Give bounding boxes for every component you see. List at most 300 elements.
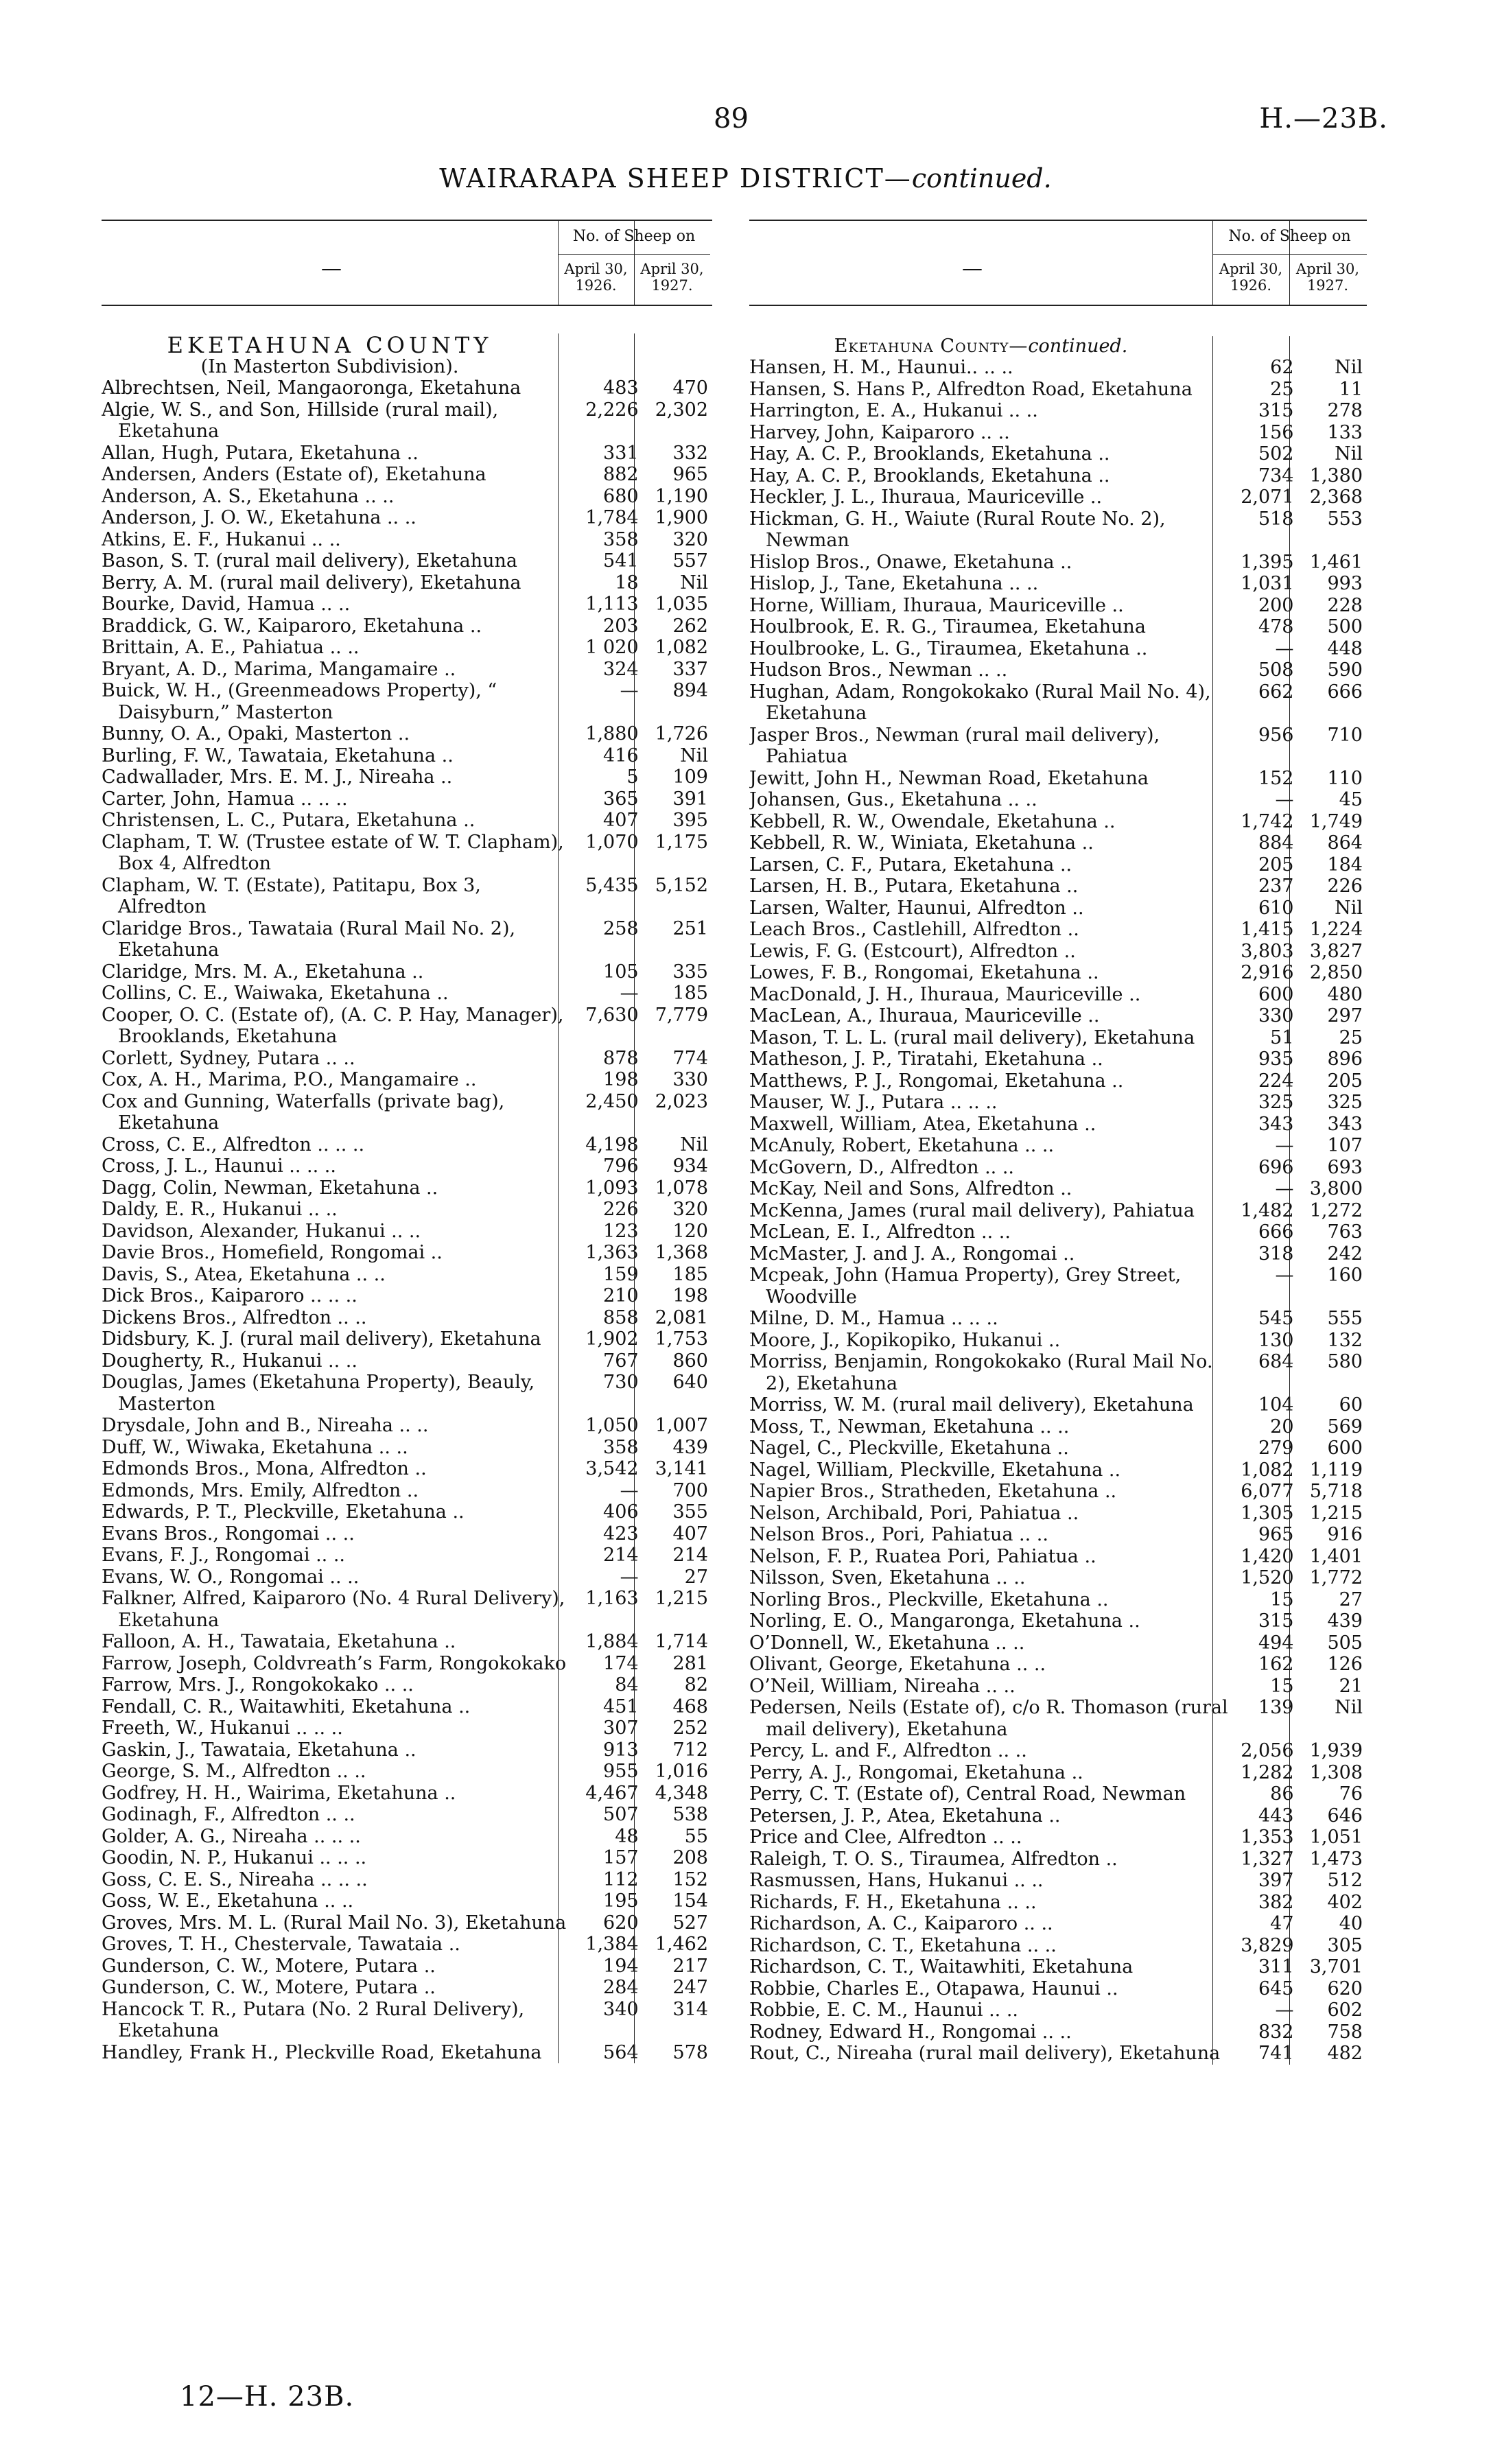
table-row (749, 2021, 1367, 2043)
sheep-1927: 993 (1327, 573, 1363, 594)
owner-name: Moore, J., Kopikopiko, Hukanui .. (749, 1329, 1061, 1351)
sheep-1926: 156 (1258, 421, 1294, 443)
sheep-count-header: No. of Sheep on (1228, 228, 1351, 245)
sheep-1926: 195 (603, 1890, 639, 1912)
table-row (749, 2043, 1367, 2065)
sheep-1927: 1,175 (655, 831, 708, 853)
owner-name: Matheson, J. P., Tiratahi, Eketahuna .. (749, 1048, 1103, 1070)
county-continued-heading: Eketahuna County—continued. (834, 336, 1128, 357)
sheep-1926: 406 (603, 1501, 639, 1523)
table-row (102, 1307, 712, 1329)
sheep-1926: 331 (603, 442, 639, 464)
owner-name: Evans Bros., Rongomai .. .. (102, 1523, 355, 1545)
title-main: WAIRARAPA SHEEP DISTRICT— (439, 163, 912, 193)
sheep-1926: — (1275, 1999, 1294, 2021)
table-row (749, 443, 1367, 465)
owner-name: Anderson, A. S., Eketahuna .. .. (102, 485, 395, 507)
sheep-1926: 25 (1270, 378, 1294, 400)
name-column-header: — (962, 257, 983, 281)
sheep-1927: 505 (1327, 1632, 1363, 1654)
sheep-1927: 480 (1327, 983, 1363, 1005)
table-row (102, 1134, 712, 1156)
sheep-1927: Nil (680, 1134, 708, 1155)
sheep-1926: 51 (1270, 1026, 1294, 1048)
sheep-1927: 569 (1327, 1416, 1363, 1438)
sheep-1927: 132 (1327, 1329, 1363, 1351)
left-entries (102, 377, 712, 2063)
sheep-1927: Nil (1335, 357, 1363, 378)
table-row (102, 1999, 712, 2042)
sheep-1927: 2,368 (1309, 486, 1363, 508)
table-row (749, 1783, 1367, 1805)
sheep-1927: 1,224 (1309, 919, 1363, 940)
sheep-1926: 1,902 (585, 1328, 639, 1350)
sheep-1927: 45 (1339, 789, 1363, 810)
table-row (102, 723, 712, 745)
table-row (749, 486, 1367, 508)
sheep-1926: 684 (1258, 1351, 1294, 1372)
table-row (102, 875, 712, 918)
sheep-1926: 423 (603, 1523, 639, 1545)
sheep-1926: 20 (1270, 1416, 1294, 1438)
sheep-1927: 5,718 (1309, 1481, 1363, 1502)
sheep-1926: 913 (603, 1739, 639, 1761)
sheep-1926: 318 (1258, 1243, 1294, 1265)
table-row (749, 789, 1367, 811)
sheep-1926: 279 (1258, 1438, 1294, 1459)
sheep-1927: 512 (1327, 1870, 1363, 1891)
sheep-1927: 5,152 (655, 874, 708, 896)
sheep-1927: 896 (1327, 1048, 1363, 1070)
owner-name: Atkins, E. F., Hukanui .. .. (102, 528, 341, 550)
sheep-1927: 242 (1327, 1243, 1363, 1265)
owner-name: George, S. M., Alfredton .. .. (102, 1761, 366, 1782)
right-table (749, 220, 1367, 2065)
owner-name: Farrow, Joseph, Coldvreath’s Farm, Rongokokako (102, 1652, 567, 1674)
table-row (749, 1827, 1367, 1849)
owner-name: Morriss, W. M. (rural mail delivery), Eketahuna (749, 1394, 1194, 1416)
sheep-1927: 1,190 (655, 485, 708, 507)
sheep-1927: 1,007 (655, 1415, 708, 1436)
table-row (749, 768, 1367, 790)
table-row (102, 961, 712, 983)
owner-name: Andersen, Anders (Estate of), Eketahuna (102, 464, 486, 485)
owner-name: Falkner, Alfred, Kaiparoro (No. 4 Rural Delivery), Eketahuna (102, 1588, 565, 1631)
sheep-1926: 545 (1258, 1308, 1294, 1329)
sheep-1926: 662 (1258, 681, 1294, 703)
sheep-1926: 680 (603, 485, 639, 507)
table-row (749, 984, 1367, 1006)
sheep-1926: 878 (603, 1047, 639, 1069)
table-row (102, 1372, 712, 1415)
sheep-1926: 5 (626, 766, 639, 788)
sheep-1927: 1,900 (655, 507, 708, 528)
table-row (102, 745, 712, 767)
sheep-1926: 832 (1258, 2021, 1294, 2043)
sheep-1926: 86 (1270, 1783, 1294, 1805)
table-body (749, 336, 1367, 2065)
sheep-1926: — (1275, 1135, 1294, 1156)
sheep-1926: 1,353 (1241, 1827, 1294, 1848)
table-row (102, 1415, 712, 1437)
sheep-1926: 666 (1258, 1221, 1294, 1243)
col-1926-header: April 30, 1926. (564, 261, 628, 294)
owner-name: Duff, W., Wiwaka, Eketahuna .. .. (102, 1436, 408, 1458)
sheep-1926: 1,082 (1241, 1459, 1294, 1481)
owner-name: Larsen, Walter, Haunui, Alfredton .. (749, 897, 1084, 919)
sheep-1927: Nil (1335, 897, 1363, 919)
sheep-1927: 1,051 (1309, 1827, 1363, 1848)
sheep-1926: 48 (615, 1825, 639, 1847)
table-row (102, 1890, 712, 1912)
owner-name: Didsbury, K. J. (rural mail delivery), Eketahuna (102, 1328, 541, 1350)
sheep-1927: 482 (1327, 2043, 1363, 2064)
sheep-1927: 580 (1327, 1351, 1363, 1372)
table-row (102, 637, 712, 659)
owner-name: Godfrey, H. H., Wairima, Eketahuna .. (102, 1782, 456, 1804)
sheep-1926: 494 (1258, 1632, 1294, 1654)
owner-name: Nelson, F. P., Ruatea Pori, Pahiatua .. (749, 1545, 1096, 1567)
table-row (102, 1696, 712, 1718)
sheep-1927: 205 (1327, 1070, 1363, 1092)
owner-name: Rodney, Edward H., Rongomai .. .. (749, 2021, 1072, 2043)
table-row (102, 594, 712, 615)
sheep-1926: 1,070 (585, 831, 639, 853)
owner-name: Corlett, Sydney, Putara .. .. (102, 1047, 355, 1069)
owner-name: Dougherty, R., Hukanui .. .. (102, 1350, 357, 1372)
owner-name: Edmonds, Mrs. Emily, Alfredton .. (102, 1479, 419, 1501)
owner-name: Rout, C., Nireaha (rural mail delivery), Eketahuna (749, 2043, 1221, 2064)
sheep-1927: 27 (684, 1566, 708, 1588)
sheep-1927: 860 (672, 1350, 708, 1372)
owner-name: Kebbell, R. W., Owendale, Eketahuna .. (749, 810, 1116, 832)
table-row (102, 1048, 712, 1070)
owner-name: Godinagh, F., Alfredton .. .. (102, 1804, 355, 1825)
sheep-1926: 730 (603, 1372, 639, 1393)
sheep-1927: 557 (672, 550, 708, 572)
sheep-1926: 307 (603, 1717, 639, 1739)
sheep-1926: 645 (1258, 1978, 1294, 1999)
table-row (102, 507, 712, 529)
sheep-1926: 4,467 (585, 1782, 639, 1804)
sheep-1926: 159 (603, 1263, 639, 1285)
sheep-1927: 1,939 (1309, 1740, 1363, 1761)
owner-name: Larsen, C. F., Putara, Eketahuna .. (749, 854, 1072, 876)
sheep-1926: 325 (1258, 1092, 1294, 1113)
sheep-1926: 214 (603, 1545, 639, 1566)
table-header (102, 220, 712, 306)
sheep-1927: 214 (672, 1545, 708, 1566)
sheep-1926: 18 (615, 572, 639, 594)
table-row (102, 529, 712, 551)
sheep-1926: 416 (603, 744, 639, 766)
sheep-1926: 3,803 (1241, 940, 1294, 962)
sheep-1927: Nil (680, 572, 708, 594)
sheep-1926: 1,163 (585, 1588, 639, 1609)
owner-name: Evans, W. O., Rongomai .. .. (102, 1566, 360, 1588)
table-row (749, 508, 1367, 552)
table-row (102, 1956, 712, 1978)
sheep-1926: 84 (615, 1674, 639, 1696)
sheep-1927: 700 (672, 1479, 708, 1501)
sheep-1926: 205 (1258, 854, 1294, 876)
owner-name: Brittain, A. E., Pahiatua .. .. (102, 637, 360, 658)
owner-name: Leach Bros., Castlehill, Alfredton .. (749, 919, 1079, 940)
sheep-1926: 620 (603, 1912, 639, 1934)
sheep-1926: 2,450 (585, 1090, 639, 1112)
sheep-1927: 468 (672, 1696, 708, 1717)
owner-name: Dagg, Colin, Newman, Eketahuna .. (102, 1177, 438, 1199)
owner-name: Nelson, Archibald, Pori, Pahiatua .. (749, 1502, 1079, 1524)
page-number: 89 (714, 103, 749, 134)
sheep-1927: 160 (1327, 1265, 1363, 1286)
sheep-1926: — (1275, 789, 1294, 810)
table-row (102, 1458, 712, 1480)
sheep-1927: 470 (672, 377, 708, 399)
sheep-1927: 320 (672, 1199, 708, 1220)
sheep-1926: 284 (603, 1977, 639, 1998)
table-row (749, 1135, 1367, 1157)
sheep-1926: 502 (1258, 443, 1294, 465)
sheep-1926: — (620, 1479, 639, 1501)
sheep-1926: 62 (1270, 357, 1294, 378)
title-continued: continued. (911, 163, 1052, 193)
table-row (749, 659, 1367, 681)
sheep-1927: 154 (672, 1890, 708, 1912)
sheep-1926: 340 (603, 1998, 639, 2020)
sheep-1927: 1,749 (1309, 810, 1363, 832)
sheep-1927: 538 (672, 1804, 708, 1825)
sheep-1926: 734 (1258, 465, 1294, 486)
owner-name: Groves, Mrs. M. L. (Rural Mail No. 3), Eketahuna (102, 1912, 567, 1934)
owner-name: McMaster, J. and J. A., Rongomai .. (749, 1243, 1075, 1265)
sheep-1926: 1,327 (1241, 1848, 1294, 1870)
table-row (749, 1351, 1367, 1394)
sheep-1927: 1,368 (655, 1242, 708, 1263)
sheep-1926: 47 (1270, 1913, 1294, 1934)
table-row (749, 1632, 1367, 1654)
sheep-1926: 1,305 (1241, 1502, 1294, 1524)
table-row (102, 1761, 712, 1783)
sheep-1926: 1,880 (585, 723, 639, 744)
sheep-1927: 1,461 (1309, 551, 1363, 573)
sheep-1927: 3,800 (1309, 1178, 1363, 1199)
table-row (102, 572, 712, 594)
sheep-1926: 1,093 (585, 1177, 639, 1199)
table-row (749, 1567, 1367, 1589)
sheep-1927: 126 (1327, 1654, 1363, 1675)
col-1927-header: April 30, 1927. (640, 261, 704, 294)
sheep-1926: 518 (1258, 508, 1294, 530)
sheep-1927: Nil (680, 744, 708, 766)
footer-reference: 12—H. 23B. (180, 2381, 355, 2413)
sheep-1926: 15 (1270, 1588, 1294, 1610)
table-row (749, 1243, 1367, 1265)
sheep-1927: 252 (672, 1717, 708, 1739)
sheep-1926: 237 (1258, 876, 1294, 897)
table-row (749, 1178, 1367, 1200)
table-row (749, 1438, 1367, 1459)
sheep-1927: 602 (1327, 1999, 1363, 2021)
owner-name: Cross, C. E., Alfredton .. .. .. (102, 1134, 365, 1155)
sheep-1927: 60 (1339, 1394, 1363, 1416)
sheep-1927: 185 (672, 983, 708, 1004)
table-row (749, 1999, 1367, 2021)
owner-name: Richards, F. H., Eketahuna .. .. (749, 1891, 1037, 1913)
sheep-1926: 311 (1258, 1956, 1294, 1978)
sheep-1926: 397 (1258, 1870, 1294, 1891)
sheep-1927: 500 (1327, 616, 1363, 637)
owner-name: Perry, A. J., Rongomai, Eketahuna .. (749, 1761, 1083, 1783)
col-1926-header: April 30, 1926. (1219, 261, 1283, 294)
table-row (749, 638, 1367, 660)
sheep-1926: 365 (603, 788, 639, 810)
table-row (102, 1221, 712, 1243)
table-row (749, 962, 1367, 984)
table-row (749, 1048, 1367, 1070)
sheep-1927: 1,714 (655, 1631, 708, 1652)
sheep-1926: 343 (1258, 1113, 1294, 1135)
table-row (102, 1783, 712, 1805)
sheep-1926: 935 (1258, 1048, 1294, 1070)
table-row (749, 1092, 1367, 1114)
owner-name: Freeth, W., Hukanui .. .. .. (102, 1717, 343, 1739)
owner-name: Gaskin, J., Tawataia, Eketahuna .. (102, 1739, 416, 1761)
owner-name: McAnuly, Robert, Eketahuna .. .. (749, 1135, 1055, 1156)
owner-name: O’Donnell, W., Eketahuna .. .. (749, 1632, 1025, 1654)
table-row (749, 811, 1367, 833)
owner-name: Dick Bros., Kaiparoro .. .. .. (102, 1285, 357, 1306)
sheep-1926: 123 (603, 1220, 639, 1242)
sheep-1927: 693 (1327, 1156, 1363, 1178)
table-row (102, 1437, 712, 1459)
owner-name: Matthews, P. J., Rongomai, Eketahuna .. (749, 1070, 1124, 1092)
sheep-1927: 133 (1327, 421, 1363, 443)
sheep-1927: 185 (672, 1263, 708, 1285)
table-row (749, 1654, 1367, 1676)
owner-name: Jewitt, John H., Newman Road, Eketahuna (749, 767, 1149, 789)
table-row (102, 1826, 712, 1848)
table-row (749, 725, 1367, 768)
sheep-1927: 184 (1327, 854, 1363, 876)
sheep-1926: 507 (603, 1804, 639, 1825)
owner-name: Hickman, G. H., Waiute (Rural Route No. 2), Newman (749, 508, 1166, 551)
owner-name: MacDonald, J. H., Ihuraua, Mauriceville .. (749, 983, 1141, 1005)
owner-name: McKay, Neil and Sons, Alfredton .. (749, 1178, 1072, 1199)
sheep-1926: 1 020 (585, 637, 639, 658)
sheep-1926: 198 (603, 1069, 639, 1090)
owner-name: Harvey, John, Kaiparoro .. .. (749, 421, 1010, 443)
owner-name: Robbie, E. C. M., Haunui .. .. (749, 1999, 1019, 2021)
sheep-1926: 884 (1258, 832, 1294, 854)
sheep-1926: 1,282 (1241, 1761, 1294, 1783)
sheep-1927: 337 (672, 658, 708, 680)
owner-name: Cox and Gunning, Waterfalls (private bag), Eketahuna (102, 1090, 505, 1134)
sheep-1926: 564 (603, 2041, 639, 2063)
owner-name: Fendall, C. R., Waitawhiti, Eketahuna .. (102, 1696, 471, 1717)
table-row (102, 1501, 712, 1523)
table-row (749, 919, 1367, 941)
table-row (102, 1242, 712, 1264)
sheep-1926: 1,363 (585, 1242, 639, 1263)
sheep-1926: 330 (1258, 1005, 1294, 1026)
sheep-1926: 315 (1258, 400, 1294, 421)
sheep-1927: 27 (1339, 1588, 1363, 1610)
sheep-1927: 11 (1339, 378, 1363, 400)
sheep-1927: 198 (672, 1285, 708, 1306)
table-row (749, 1503, 1367, 1525)
table-row (749, 1459, 1367, 1481)
sheep-1926: 200 (1258, 594, 1294, 616)
owner-name: MacLean, A., Ihuraua, Mauriceville .. (749, 1005, 1100, 1026)
table-row (102, 443, 712, 465)
sheep-1927: 1,272 (1309, 1199, 1363, 1221)
table-row (102, 550, 712, 572)
sheep-1927: 228 (1327, 594, 1363, 616)
table-row (749, 1546, 1367, 1568)
owner-name: Gunderson, C. W., Motere, Putara .. (102, 1977, 436, 1998)
owner-name: Cadwallader, Mrs. E. M. J., Nireaha .. (102, 766, 453, 788)
sheep-1927: 2,023 (655, 1090, 708, 1112)
owner-name: Collins, C. E., Waiwaka, Eketahuna .. (102, 983, 449, 1004)
sheep-1926: 2,916 (1241, 962, 1294, 983)
owner-name: Kebbell, R. W., Winiata, Eketahuna .. (749, 832, 1094, 854)
owner-name: Johansen, Gus., Eketahuna .. .. (749, 789, 1037, 810)
sheep-1927: 402 (1327, 1891, 1363, 1913)
sheep-1926: 315 (1258, 1610, 1294, 1632)
sheep-1927: 40 (1339, 1913, 1363, 1934)
sheep-1926: 741 (1258, 2043, 1294, 2064)
sheep-1927: 448 (1327, 637, 1363, 659)
owner-name: Davis, S., Atea, Eketahuna .. .. (102, 1263, 386, 1285)
sheep-1926: 5,435 (585, 874, 639, 896)
owner-name: Hansen, S. Hans P., Alfredton Road, Eketahuna (749, 378, 1193, 400)
sheep-1927: 330 (672, 1069, 708, 1090)
table-row (102, 464, 712, 486)
owner-name: Clapham, T. W. (Trustee estate of W. T. Clapham), Box 4, Alfredton (102, 831, 564, 874)
sheep-1927: 439 (672, 1436, 708, 1458)
table-row (102, 1091, 712, 1134)
sheep-1927: 1,082 (655, 637, 708, 658)
sheep-1927: 107 (1327, 1135, 1363, 1156)
owner-name: Albrechtsen, Neil, Mangaoronga, Eketahuna (102, 377, 521, 399)
owner-name: Davidson, Alexander, Hukanui .. .. (102, 1220, 421, 1242)
sheep-1926: 600 (1258, 983, 1294, 1005)
sheep-1926: — (620, 1566, 639, 1588)
owner-name: Richardson, C. T., Waitawhiti, Eketahuna (749, 1956, 1134, 1978)
table-row (102, 1480, 712, 1502)
sheep-1926: 7,630 (585, 1004, 639, 1026)
table-row (749, 1697, 1367, 1740)
sheep-1926: 965 (1258, 1524, 1294, 1545)
sheep-1926: 3,829 (1241, 1934, 1294, 1956)
owner-name: Goss, C. E. S., Nireaha .. .. .. (102, 1868, 368, 1890)
owner-name: Handley, Frank H., Pleckville Road, Eketahuna (102, 2041, 542, 2063)
sheep-1927: 120 (672, 1220, 708, 1242)
owner-name: Clapham, W. T. (Estate), Patitapu, Box 3, Alfredton (102, 874, 481, 917)
sheep-1926: 1,420 (1241, 1545, 1294, 1567)
table-row (102, 832, 712, 875)
table-row (102, 1869, 712, 1891)
sheep-1926: 3,542 (585, 1458, 639, 1479)
table-row (749, 1070, 1367, 1092)
sheep-1927: 439 (1327, 1610, 1363, 1632)
table-row (749, 595, 1367, 617)
owner-name: Hansen, H. M., Haunui.. .. .. (749, 357, 1013, 378)
owner-name: McLean, E. I., Alfredton .. .. (749, 1221, 1011, 1243)
owner-name: Hislop, J., Tane, Eketahuna .. .. (749, 573, 1039, 594)
sheep-1926: 203 (603, 615, 639, 637)
